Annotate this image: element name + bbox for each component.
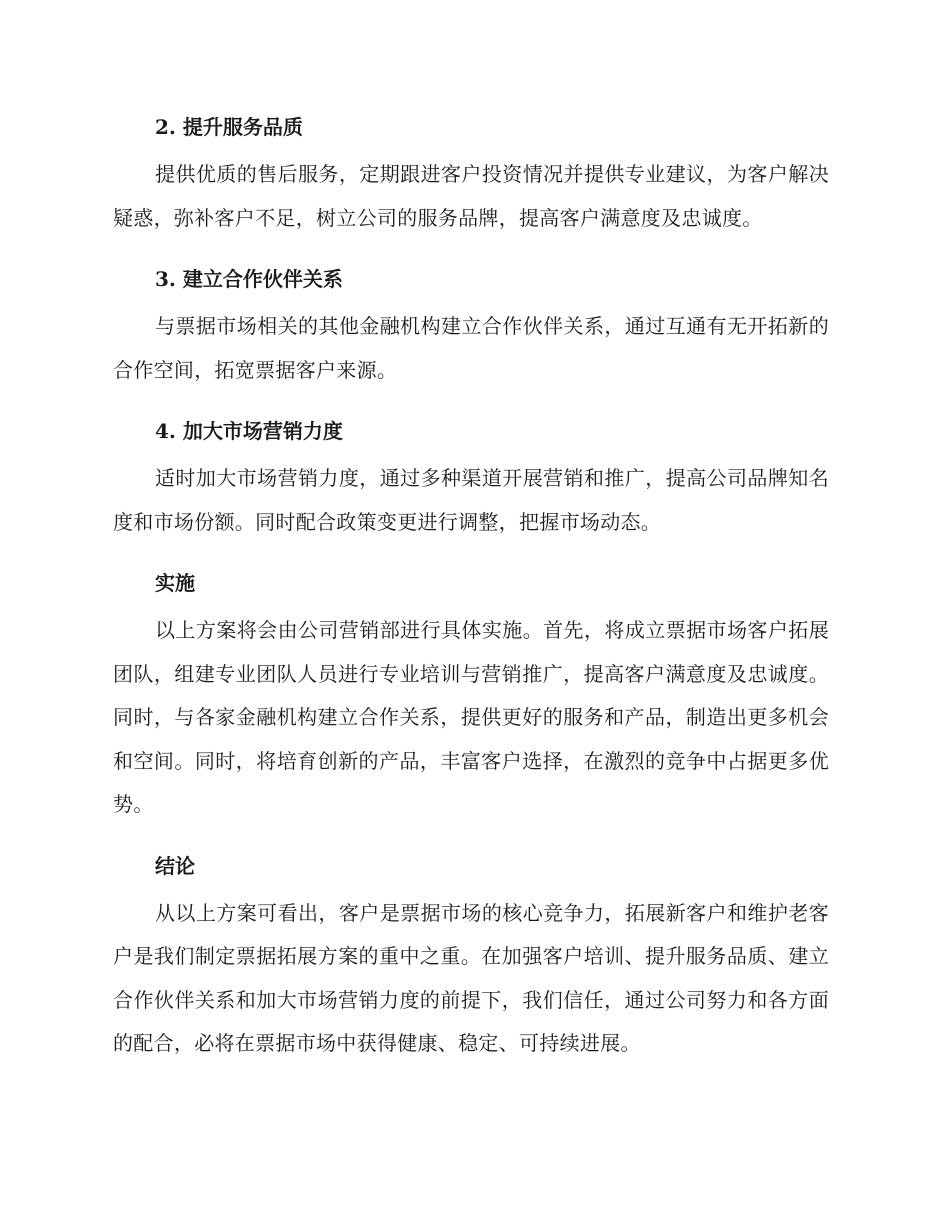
document-body [113, 107, 829, 1085]
section-paragraph-service-quality: 提供优质的售后服务，定期跟进客户投资情况并提供专业建议，为客户解决疑惑，弥补客户不足，树立公司的服务品牌，提高客户满意度及忠诚度。 [113, 162, 829, 230]
section-heading-implementation: 实施 [155, 571, 195, 595]
section-heading-partnership: 3. 建立合作伙伴关系 [155, 267, 343, 291]
section-heading-service-quality: 2. 提升服务品质 [155, 115, 303, 139]
section-paragraph-partnership: 与票据市场相关的其他金融机构建立合作伙伴关系，通过互通有无开拓新的合作空间，拓宽票据客户来源。 [113, 314, 829, 382]
section-paragraph-implementation: 以上方案将会由公司营销部进行具体实施。首先，将成立票据市场客户拓展团队，组建专业团队人员进行专业培训与营销推广，提高客户满意度及忠诚度。同时，与各家金融机构建立合作关系，提供更好的服务和产品，制造出更多机会和空间。同时，将培育创新的产品，丰富客户选择，在激烈的竞争中占据更多优势。 [113, 618, 829, 816]
section-paragraph-conclusion: 从以上方案可看出，客户是票据市场的核心竞争力，拓展新客户和维护老客户是我们制定票据拓展方案的重中之重。在加强客户培训、提升服务品质、建立合作伙伴关系和加大市场营销力度的前提下，我们信任，通过公司努力和各方面的配合，必将在票据市场中获得健康、稳定、可持续进展。 [113, 900, 829, 1055]
section-paragraph-marketing: 适时加大市场营销力度，通过多种渠道开展营销和推广，提高公司品牌知名度和市场份额。同时配合政策变更进行调整，把握市场动态。 [113, 466, 829, 534]
section-heading-conclusion: 结论 [155, 853, 195, 878]
section-heading-marketing: 4. 加大市场营销力度 [155, 419, 343, 443]
